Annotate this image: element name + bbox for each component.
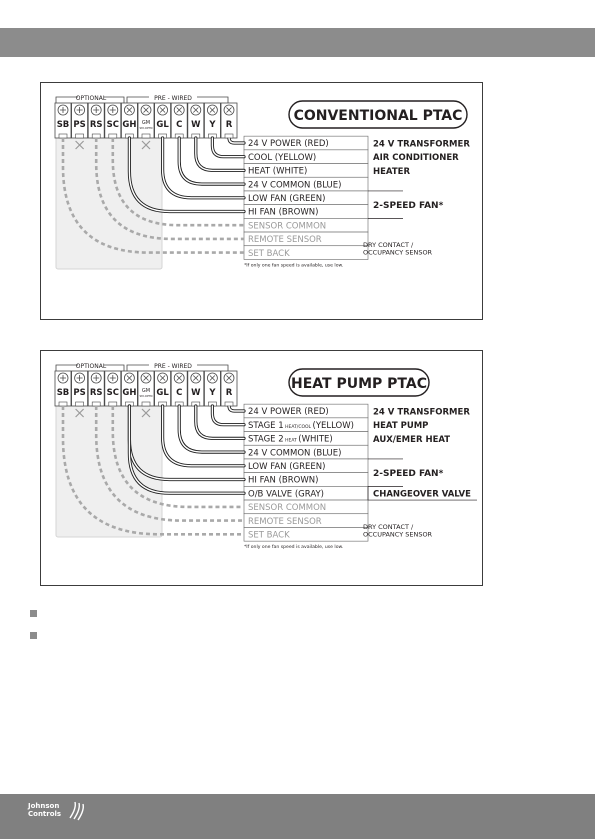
optional-label: OPTIONAL (75, 363, 107, 370)
terminal-tab (109, 134, 117, 138)
wire-label (248, 462, 325, 472)
wire-label (248, 167, 307, 177)
terminal-tab (76, 134, 84, 138)
right-label: HEAT PUMP (373, 421, 429, 432)
diagram-title: CONVENTIONAL PTAC (293, 108, 463, 124)
terminal-label: PS (73, 120, 86, 130)
terminal-gm (138, 103, 154, 138)
logo-line2: Controls (28, 810, 62, 818)
right-label: AUX/EMER HEAT (373, 434, 451, 445)
wire-label (248, 153, 316, 163)
wire-label-main: HI FAN (BROWN) (248, 475, 319, 486)
wire-row (244, 500, 368, 514)
terminal-label: RS (89, 388, 103, 398)
wire-label-main: 24 V COMMON (BLUE) (248, 180, 342, 191)
wire-row (244, 459, 368, 473)
right-label: 24 V TRANSFORMER (373, 407, 470, 418)
wire-label (248, 221, 326, 231)
terminal-gm (138, 371, 154, 406)
wire-row (244, 527, 368, 541)
wire-label-main: SET BACK (248, 530, 290, 541)
terminal-rs (88, 103, 104, 138)
wire-label (248, 139, 329, 149)
changeover-label: CHANGEOVER VALVE (373, 489, 471, 500)
terminal-sc (105, 371, 121, 406)
terminal-label: PS (73, 388, 86, 398)
terminal-label: W (191, 388, 201, 398)
wire-row (244, 514, 368, 528)
terminal-tab (225, 402, 233, 406)
terminal-y (204, 371, 220, 406)
terminal-gl (155, 371, 171, 406)
terminal-gl (155, 103, 171, 138)
terminal-label: W (191, 120, 201, 130)
terminal-rs (88, 371, 104, 406)
wire-label-main: 24 V COMMON (BLUE) (248, 448, 342, 459)
heat-pump-ptac-wiring-svg (41, 351, 482, 585)
terminal-tab (109, 402, 117, 406)
wire-label-main: LOW FAN (GREEN) (248, 194, 326, 204)
wire-label (248, 407, 329, 417)
wire-row (244, 205, 368, 219)
terminal-label: C (176, 388, 183, 398)
wire-row (244, 404, 368, 418)
terminal-gh (121, 103, 137, 138)
wire-label-main: SENSOR COMMON (248, 503, 327, 514)
wire-label-main: 24 V POWER (RED) (248, 139, 329, 150)
terminal-c (171, 103, 187, 138)
wire-label-main: 24 V POWER (RED) (248, 407, 329, 418)
wire-label (248, 448, 341, 458)
wire-label (248, 531, 290, 541)
wire-label-sub: HEAT/COOL (283, 424, 313, 430)
terminal-tab (92, 402, 100, 406)
johnson-controls-logo (28, 800, 108, 832)
terminal-tab (92, 134, 100, 138)
terminal-label: GL (156, 388, 169, 398)
wire-label (248, 489, 324, 499)
terminal-sub-label: SM-OPTN (139, 394, 153, 398)
wire-row (244, 432, 368, 446)
contact-label-line1: DRY CONTACT / (363, 522, 414, 531)
logo-mark-icon (66, 800, 88, 822)
footnote: *If only one fan speed is available, use low. (244, 263, 344, 269)
terminal-gh (121, 371, 137, 406)
wire-label-main: COOL (YELLOW) (248, 152, 317, 163)
footnote: *If only one fan speed is available, use low. (244, 545, 344, 551)
terminal-label: GH (122, 388, 137, 398)
header-bar (0, 28, 595, 57)
logo-line1: Johnson (28, 802, 60, 810)
wire-label-tail: (YELLOW) (312, 420, 354, 431)
contact-label-line1: DRY CONTACT / (363, 241, 414, 250)
right-label: 24 V TRANSFORMER (373, 139, 470, 150)
wire-label-main: SET BACK (248, 248, 290, 259)
fan-label: 2-SPEED FAN* (373, 201, 444, 212)
wire-label (248, 517, 322, 527)
fan-label: 2-SPEED FAN* (373, 469, 444, 480)
terminal-y (204, 103, 220, 138)
wire-row (244, 418, 368, 432)
terminal-label: GM (141, 120, 151, 126)
terminal-tab (225, 134, 233, 138)
wire-label-main: LOW FAN (GREEN) (248, 462, 326, 472)
wire-label (248, 194, 325, 204)
wire-label-sub: HEAT (283, 438, 299, 444)
wire-label (248, 180, 341, 190)
terminal-label: SB (56, 388, 70, 398)
wire-row (244, 150, 368, 164)
wire-label-tail: (WHITE) (298, 434, 333, 445)
wire-label-main: SENSOR COMMON (248, 221, 327, 232)
wire-label-main: STAGE 2 (248, 434, 284, 445)
wire-label-main: REMOTE SENSOR (248, 516, 322, 527)
terminal-label: RS (89, 120, 103, 130)
heat-pump-ptac-diagram (40, 350, 483, 586)
right-label: HEATER (373, 166, 410, 177)
optional-label: OPTIONAL (75, 95, 107, 102)
terminal-c (171, 371, 187, 406)
wire-label (248, 249, 290, 259)
terminal-sb (55, 371, 71, 406)
wire-row (244, 486, 368, 500)
terminal-label: GM (141, 388, 151, 394)
terminal-w (188, 371, 204, 406)
terminal-label: C (176, 120, 183, 130)
wire-label-main: O/B VALVE (GRAY) (248, 489, 324, 500)
terminal-sub-label: SM-OPTN (139, 126, 153, 130)
wire-row (244, 445, 368, 459)
terminal-tab (142, 402, 150, 406)
terminal-label: GH (122, 120, 137, 130)
terminal-label: SC (106, 120, 119, 130)
wire-row (244, 191, 368, 205)
terminal-r (221, 103, 237, 138)
wire-row (244, 246, 368, 260)
conventional-ptac-wiring-svg (41, 83, 482, 319)
wire-row (244, 164, 368, 178)
prewired-label: PRE - WIRED (154, 363, 192, 370)
terminal-sb (55, 103, 71, 138)
wire-label-main: HEAT (WHITE) (248, 166, 308, 177)
wire-row (244, 218, 368, 232)
wire-label-main: STAGE 1 (248, 420, 284, 431)
contact-label-line2: OCCUPANCY SENSOR (363, 248, 433, 257)
right-label: AIR CONDITIONER (373, 153, 459, 164)
terminal-sc (105, 103, 121, 138)
wire-label (248, 208, 318, 218)
wire-row (244, 473, 368, 487)
wire-label-main: REMOTE SENSOR (248, 235, 322, 246)
terminal-tab (142, 134, 150, 138)
terminal-label: Y (209, 388, 216, 398)
wire-label (248, 476, 318, 486)
bullet-marker (30, 610, 37, 617)
terminal-tab (59, 402, 67, 406)
terminal-tab (59, 134, 67, 138)
bullet-marker (30, 632, 37, 639)
terminal-label: GL (156, 120, 169, 130)
prewired-label: PRE - WIRED (154, 95, 192, 102)
terminal-ps (72, 103, 88, 138)
terminal-tab (76, 402, 84, 406)
conventional-ptac-diagram (40, 82, 483, 320)
wire-label (248, 503, 326, 513)
wire-label (248, 235, 322, 245)
terminal-w (188, 103, 204, 138)
terminal-label: R (225, 120, 233, 130)
wire-row (244, 232, 368, 246)
wire-row (244, 136, 368, 150)
terminal-label: SB (56, 120, 70, 130)
terminal-r (221, 371, 237, 406)
contact-label-line2: OCCUPANCY SENSOR (363, 530, 433, 539)
wire-row (244, 177, 368, 191)
terminal-ps (72, 371, 88, 406)
terminal-label: R (225, 388, 233, 398)
terminal-label: Y (209, 120, 216, 130)
wire-label-main: HI FAN (BROWN) (248, 207, 319, 218)
terminal-label: SC (106, 388, 119, 398)
diagram-title: HEAT PUMP PTAC (291, 376, 427, 392)
